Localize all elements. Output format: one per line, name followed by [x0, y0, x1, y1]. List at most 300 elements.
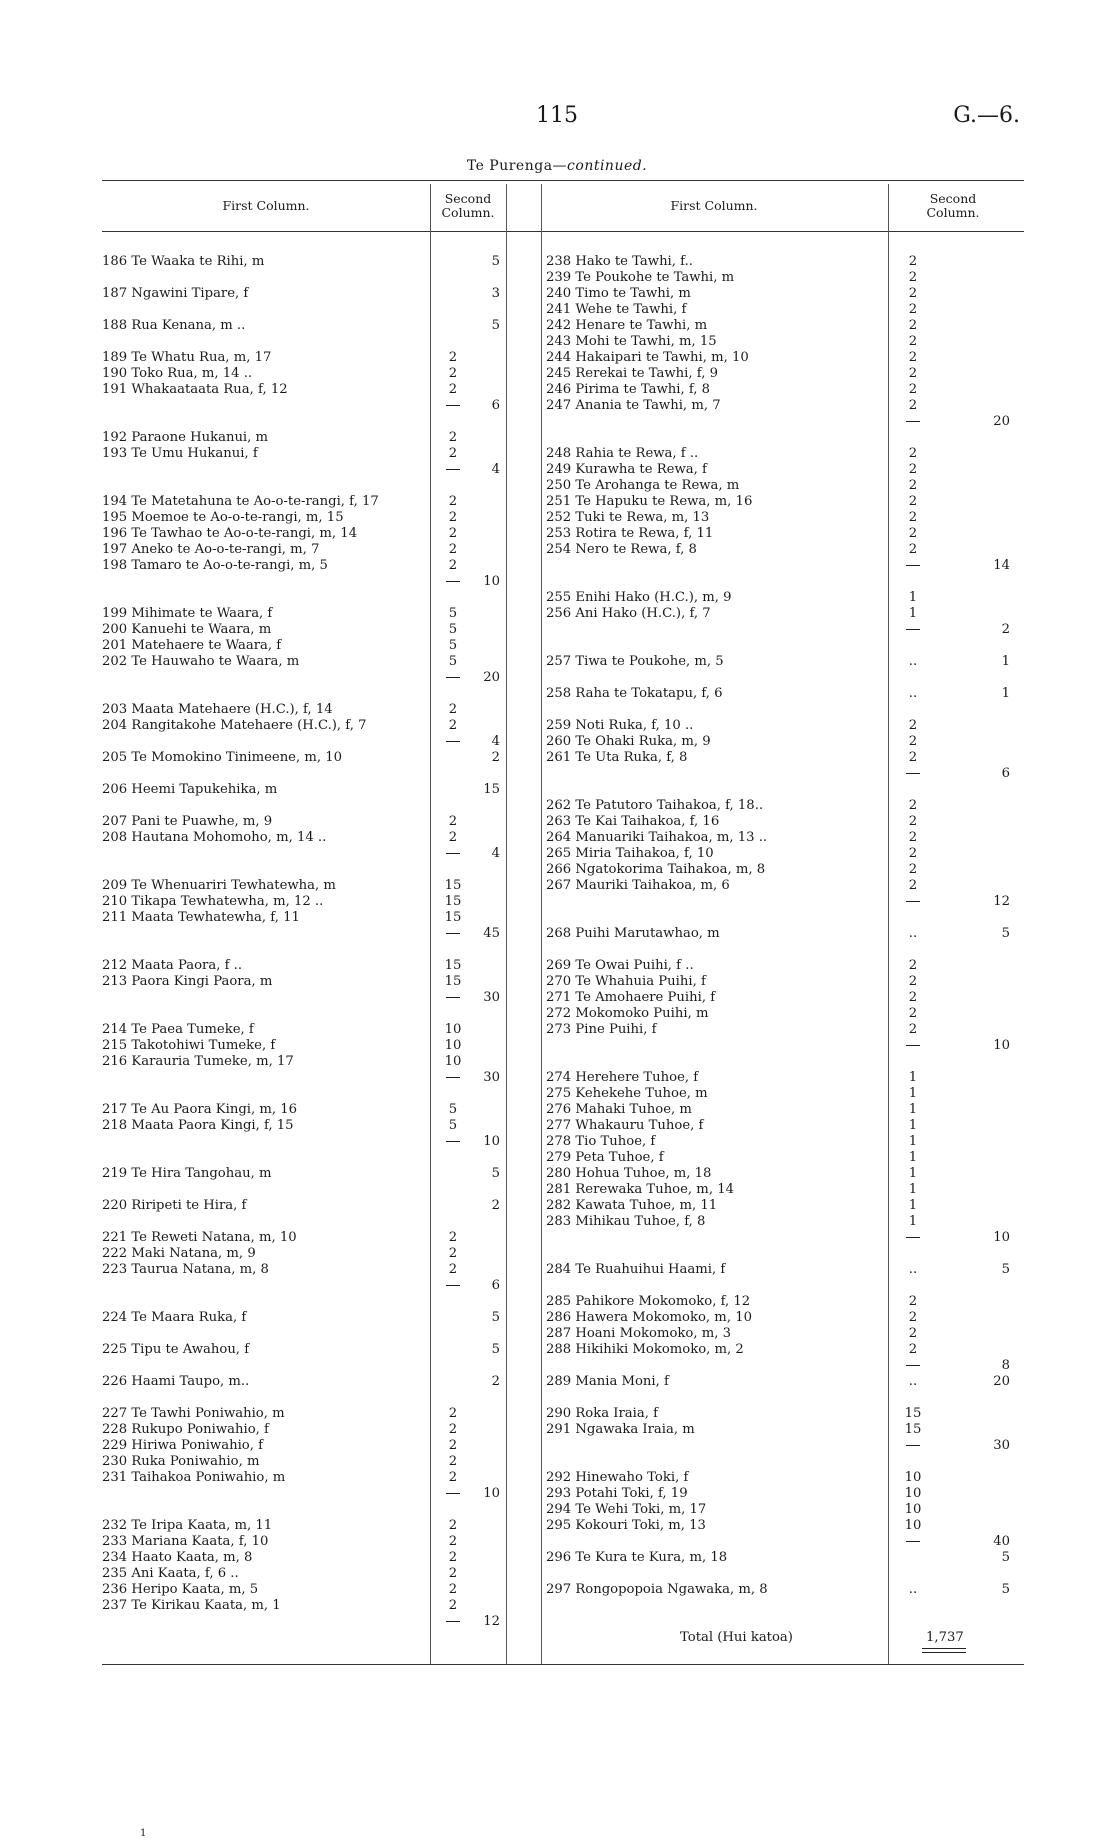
right-entry-name: 251 Te Hapuku te Rewa, m, 16 [546, 494, 753, 509]
right-entry-subtotal: 2 [908, 302, 918, 317]
right-entry-row [546, 1326, 1022, 1342]
left-entry-row [102, 254, 528, 270]
left-entry-name: 216 Karauria Tumeke, m, 17 [102, 1054, 294, 1069]
right-entry-subtotal: 2 [908, 318, 918, 333]
right-entry-row [546, 1006, 1022, 1022]
left-entry-row [102, 782, 528, 798]
left-entry-subtotal [438, 926, 468, 942]
left-entry-name: 235 Ani Kaata, f, 6 .. [102, 1566, 239, 1581]
right-entry-subtotal: 2 [908, 1006, 918, 1021]
right-entry-row [546, 1294, 1022, 1310]
left-entry-name: 212 Maata Paora, f .. [102, 958, 243, 973]
right-entry-row [546, 1166, 1022, 1182]
right-entry-row [546, 462, 1022, 478]
left-entry-row [102, 510, 528, 526]
right-entry-row [546, 1374, 1022, 1390]
left-entry-subtotal: 2 [448, 1246, 458, 1261]
left-entry-name: 210 Tikapa Tewhatewha, m, 12 .. [102, 894, 324, 909]
right-entry-name: 282 Kawata Tuhoe, m, 11 [546, 1198, 718, 1213]
right-entry-subtotal [898, 1230, 928, 1246]
right-entry-subtotal: 2 [908, 846, 918, 861]
subtotal-rule [446, 677, 460, 678]
left-entry-subtotal [438, 1278, 468, 1294]
left-entry-subtotal: 2 [448, 542, 458, 557]
left-entry-name: 231 Taihakoa Poniwahio, m [102, 1470, 286, 1485]
table-heading [0, 158, 1114, 174]
right-entry-subtotal: 2 [908, 350, 918, 365]
right-entry-row [546, 1262, 1022, 1278]
right-entry-row [546, 958, 1022, 974]
left-entry-subtotal [438, 398, 468, 414]
right-entry-name: 285 Pahikore Mokomoko, f, 12 [546, 1294, 751, 1309]
subtotal-rule [446, 741, 460, 742]
left-entry-row [102, 910, 528, 926]
right-entry-row [546, 926, 1022, 942]
subtotal-rule [906, 1237, 920, 1238]
left-entry-row [102, 606, 528, 622]
left-entry-row [102, 846, 528, 862]
right-entry-total: 1 [1001, 654, 1010, 669]
right-second-column-header-line1: Second [929, 191, 977, 206]
right-entry-name: 274 Herehere Tuhoe, f [546, 1070, 699, 1085]
left-entry-row [102, 1406, 528, 1422]
left-entry-row [102, 1022, 528, 1038]
right-entry-total: 5 [1001, 926, 1010, 941]
left-entry-row [102, 734, 528, 750]
left-entry-name: 203 Maata Matehaere (H.C.), f, 14 [102, 702, 333, 717]
right-entry-name: 256 Ani Hako (H.C.), f, 7 [546, 606, 711, 621]
left-entry-row [102, 1454, 528, 1470]
right-entry-row [546, 1214, 1022, 1230]
right-entry-row [546, 1070, 1022, 1086]
left-entry-row [102, 1134, 528, 1150]
left-entry-total: 45 [483, 926, 500, 941]
left-entry-name: 195 Moemoe te Ao-o-te-rangi, m, 15 [102, 510, 344, 525]
right-entry-subtotal: .. [908, 686, 918, 701]
right-entry-subtotal [898, 414, 928, 430]
right-entry-total: 2 [1001, 622, 1010, 637]
right-entry-row [546, 622, 1022, 638]
right-second-column-header [888, 192, 1018, 220]
right-entry-name: 276 Mahaki Tuhoe, m [546, 1102, 692, 1117]
right-entry-total: 5 [1001, 1262, 1010, 1277]
right-entry-row [546, 1550, 1022, 1566]
right-entry-subtotal [898, 766, 928, 782]
right-entry-subtotal: 10 [904, 1470, 922, 1485]
right-entry-row [546, 446, 1022, 462]
right-entry-subtotal: 2 [908, 494, 918, 509]
left-entry-subtotal: 2 [448, 1582, 458, 1597]
left-entry-row [102, 1198, 528, 1214]
right-entry-name: 245 Rerekai te Tawhi, f, 9 [546, 366, 718, 381]
left-entry-row [102, 718, 528, 734]
left-entry-total: 2 [491, 1374, 500, 1389]
left-entry-total: 5 [491, 254, 500, 269]
left-entry-row [102, 558, 528, 574]
right-entry-name: 261 Te Uta Ruka, f, 8 [546, 750, 688, 765]
right-entry-name: 252 Tuki te Rewa, m, 13 [546, 510, 710, 525]
right-entry-total: 14 [993, 558, 1010, 573]
subtotal-rule [906, 901, 920, 902]
right-entry-name: 258 Raha te Tokatapu, f, 6 [546, 686, 723, 701]
right-entry-subtotal: 2 [908, 446, 918, 461]
subtotal-rule [446, 1285, 460, 1286]
left-entry-name: 225 Tipu te Awahou, f [102, 1342, 250, 1357]
right-entry-row [546, 1470, 1022, 1486]
right-entry-subtotal: 2 [908, 1310, 918, 1325]
right-entry-total: 40 [993, 1534, 1010, 1549]
right-entry-row [546, 254, 1022, 270]
right-entry-name: 263 Te Kai Taihakoa, f, 16 [546, 814, 720, 829]
right-entry-row [546, 1534, 1022, 1550]
subtotal-rule [446, 933, 460, 934]
right-entry-name: 271 Te Amohaere Puihi, f [546, 990, 716, 1005]
right-entry-total: 20 [993, 414, 1010, 429]
left-entry-subtotal [438, 1070, 468, 1086]
left-entry-row [102, 1246, 528, 1262]
left-entry-name: 206 Heemi Tapukehika, m [102, 782, 278, 797]
right-entry-name: 272 Mokomoko Puihi, m [546, 1006, 709, 1021]
left-entry-row [102, 1038, 528, 1054]
right-entry-subtotal: 2 [908, 830, 918, 845]
left-entry-row [102, 750, 528, 766]
left-entry-name: 198 Tamaro te Ao-o-te-rangi, m, 5 [102, 558, 328, 573]
right-entry-name: 281 Rerewaka Tuhoe, m, 14 [546, 1182, 734, 1197]
right-entry-subtotal: 1 [908, 1134, 918, 1149]
right-entry-name: 242 Henare te Tawhi, m [546, 318, 708, 333]
right-entry-subtotal: 2 [908, 286, 918, 301]
left-entry-name: 236 Heripo Kaata, m, 5 [102, 1582, 259, 1597]
right-entry-row [546, 478, 1022, 494]
right-entry-subtotal: 15 [904, 1406, 922, 1421]
right-entry-total: 1 [1001, 686, 1010, 701]
right-entry-row [546, 1358, 1022, 1374]
left-entry-name: 227 Te Tawhi Poniwahio, m [102, 1406, 285, 1421]
left-entry-row [102, 958, 528, 974]
left-entry-name: 200 Kanuehi te Waara, m [102, 622, 272, 637]
left-entry-row [102, 1534, 528, 1550]
left-entry-subtotal [438, 670, 468, 686]
left-entry-total: 4 [491, 846, 500, 861]
left-entry-name: 229 Hiriwa Poniwahio, f [102, 1438, 263, 1453]
right-first-column-divider [541, 184, 542, 1664]
left-entry-row [102, 1102, 528, 1118]
left-entry-row [102, 878, 528, 894]
left-entry-total: 6 [491, 1278, 500, 1293]
right-entry-subtotal: 2 [908, 478, 918, 493]
right-entry-subtotal: .. [908, 1262, 918, 1277]
left-entry-total: 30 [483, 1070, 500, 1085]
left-entry-total: 15 [483, 782, 500, 797]
left-entry-total: 2 [491, 1198, 500, 1213]
left-entry-row [102, 1262, 528, 1278]
right-entry-name: 265 Miria Taihakoa, f, 10 [546, 846, 714, 861]
right-entry-name: 294 Te Wehi Toki, m, 17 [546, 1502, 707, 1517]
right-entry-total: 20 [993, 1374, 1010, 1389]
right-entry-row [546, 830, 1022, 846]
right-entry-row [546, 750, 1022, 766]
left-entry-name: 204 Rangitakohe Matehaere (H.C.), f, 7 [102, 718, 367, 733]
right-entry-name: 293 Potahi Toki, f, 19 [546, 1486, 688, 1501]
right-entry-name: 280 Hohua Tuhoe, m, 18 [546, 1166, 712, 1181]
right-entry-name: 286 Hawera Mokomoko, m, 10 [546, 1310, 752, 1325]
left-entry-name: 214 Te Paea Tumeke, f [102, 1022, 254, 1037]
right-entry-subtotal: 1 [908, 1102, 918, 1117]
right-entry-subtotal: 1 [908, 1214, 918, 1229]
right-entry-subtotal: 1 [908, 1118, 918, 1133]
left-entry-row [102, 926, 528, 942]
right-entry-name: 273 Pine Puihi, f [546, 1022, 657, 1037]
document-reference: G.—6. [953, 103, 1020, 128]
right-entry-row [546, 1310, 1022, 1326]
right-entry-row [546, 302, 1022, 318]
right-entry-subtotal: 2 [908, 542, 918, 557]
right-entry-row [546, 1518, 1022, 1534]
left-entry-row [102, 1598, 528, 1614]
left-entry-name: 220 Riripeti te Hira, f [102, 1198, 247, 1213]
right-entry-name: 269 Te Owai Puihi, f .. [546, 958, 694, 973]
left-entry-subtotal: 10 [444, 1022, 462, 1037]
left-entry-subtotal: 10 [444, 1054, 462, 1069]
subtotal-rule [446, 469, 460, 470]
left-entry-subtotal: 15 [444, 894, 462, 909]
right-entry-subtotal: 2 [908, 974, 918, 989]
right-entry-row [546, 382, 1022, 398]
subtotal-rule [906, 1045, 920, 1046]
right-entry-subtotal: .. [908, 926, 918, 941]
right-entry-row [546, 878, 1022, 894]
left-entry-name: 219 Te Hira Tangohau, m [102, 1166, 272, 1181]
subtotal-rule [446, 405, 460, 406]
left-entry-row [102, 462, 528, 478]
left-entry-row [102, 990, 528, 1006]
right-entry-name: 270 Te Whahuia Puihi, f [546, 974, 706, 989]
right-entry-subtotal [898, 1438, 928, 1454]
right-entry-total: 8 [1001, 1358, 1010, 1373]
left-entry-row [102, 830, 528, 846]
right-entry-name: 246 Pirima te Tawhi, f, 8 [546, 382, 711, 397]
left-entry-row [102, 1310, 528, 1326]
right-entry-row [546, 1038, 1022, 1054]
left-entry-total: 5 [491, 1166, 500, 1181]
right-entry-subtotal: 2 [908, 862, 918, 877]
right-entry-row [546, 1150, 1022, 1166]
left-entry-name: 209 Te Whenuariri Tewhatewha, m [102, 878, 336, 893]
left-entry-subtotal [438, 1134, 468, 1150]
right-entry-name: 248 Rahia te Rewa, f .. [546, 446, 699, 461]
right-entry-name: 250 Te Arohanga te Rewa, m [546, 478, 740, 493]
right-entry-name: 266 Ngatokorima Taihakoa, m, 8 [546, 862, 766, 877]
left-entry-subtotal: 15 [444, 974, 462, 989]
right-entry-subtotal: .. [908, 654, 918, 669]
subtotal-rule [906, 421, 920, 422]
right-entry-row [546, 1230, 1022, 1246]
left-entry-subtotal: 2 [448, 382, 458, 397]
left-first-column-header: First Column. [222, 198, 310, 213]
right-entry-row [546, 1438, 1022, 1454]
right-entry-name: 238 Hako te Tawhi, f.. [546, 254, 693, 269]
left-entry-name: 237 Te Kirikau Kaata, m, 1 [102, 1598, 281, 1613]
right-entry-row [546, 654, 1022, 670]
right-entry-name: 264 Manuariki Taihakoa, m, 13 .. [546, 830, 768, 845]
right-entry-subtotal [898, 1534, 928, 1550]
left-entry-name: 222 Maki Natana, m, 9 [102, 1246, 256, 1261]
right-entry-subtotal: 1 [908, 1198, 918, 1213]
right-entry-row [546, 606, 1022, 622]
total-label: Total (Hui katoa) [680, 1630, 793, 1645]
total-double-rule [922, 1648, 966, 1653]
left-entry-subtotal: 2 [448, 718, 458, 733]
left-entry-row [102, 638, 528, 654]
left-entry-row [102, 1118, 528, 1134]
left-entry-row [102, 1470, 528, 1486]
left-second-column-header-line1: Second [444, 191, 492, 206]
left-entry-subtotal: 2 [448, 1534, 458, 1549]
left-entry-total: 4 [491, 734, 500, 749]
left-entry-name: 193 Te Umu Hukanui, f [102, 446, 258, 461]
right-entry-row [546, 862, 1022, 878]
right-entry-total: 6 [1001, 766, 1010, 781]
right-entry-row [546, 1198, 1022, 1214]
right-entry-name: 292 Hinewaho Toki, f [546, 1470, 689, 1485]
right-entry-row [546, 270, 1022, 286]
right-entry-name: 259 Noti Ruka, f, 10 .. [546, 718, 694, 733]
left-entry-subtotal: 2 [448, 446, 458, 461]
left-entry-subtotal: 2 [448, 1598, 458, 1613]
right-entry-row [546, 734, 1022, 750]
left-entry-row [102, 350, 528, 366]
right-entry-row [546, 686, 1022, 702]
right-entry-subtotal [898, 894, 928, 910]
right-entry-subtotal [898, 1358, 928, 1374]
right-entry-subtotal: 2 [908, 798, 918, 813]
left-entry-row [102, 366, 528, 382]
right-entry-row [546, 494, 1022, 510]
left-entry-row [102, 1374, 528, 1390]
right-entry-subtotal: 10 [904, 1518, 922, 1533]
subtotal-rule [446, 581, 460, 582]
left-entry-total: 2 [491, 750, 500, 765]
right-entry-name: 278 Tio Tuhoe, f [546, 1134, 656, 1149]
left-entry-subtotal: 2 [448, 510, 458, 525]
subtotal-rule [446, 1621, 460, 1622]
right-entry-row [546, 1086, 1022, 1102]
left-entry-row [102, 654, 528, 670]
left-entry-row [102, 446, 528, 462]
right-entry-subtotal: 2 [908, 382, 918, 397]
right-entry-name: 284 Te Ruahuihui Haami, f [546, 1262, 726, 1277]
left-entry-subtotal: 5 [448, 1102, 458, 1117]
left-entry-subtotal [438, 574, 468, 590]
left-entry-subtotal: 2 [448, 1454, 458, 1469]
left-entry-subtotal: 2 [448, 1230, 458, 1245]
right-entry-row [546, 366, 1022, 382]
subtotal-rule [906, 1541, 920, 1542]
left-entry-subtotal: 2 [448, 1262, 458, 1277]
left-entry-name: 208 Hautana Mohomoho, m, 14 .. [102, 830, 327, 845]
right-entry-name: 240 Timo te Tawhi, m [546, 286, 691, 301]
left-entry-subtotal: 10 [444, 1038, 462, 1053]
right-entry-subtotal: 2 [908, 1326, 918, 1341]
left-entry-row [102, 1070, 528, 1086]
left-entry-subtotal: 2 [448, 350, 458, 365]
right-entry-name: 290 Roka Iraia, f [546, 1406, 658, 1421]
left-entry-name: 190 Toko Rua, m, 14 .. [102, 366, 253, 381]
right-entry-name: 289 Mania Moni, f [546, 1374, 669, 1389]
right-entry-row [546, 526, 1022, 542]
subtotal-rule [446, 853, 460, 854]
left-entry-subtotal: 2 [448, 494, 458, 509]
right-entry-subtotal: 1 [908, 1166, 918, 1181]
left-entry-name: 221 Te Reweti Natana, m, 10 [102, 1230, 297, 1245]
right-entry-name: 239 Te Poukohe te Tawhi, m [546, 270, 735, 285]
right-entry-subtotal: .. [908, 1582, 918, 1597]
left-entry-subtotal: 15 [444, 878, 462, 893]
right-entry-total: 5 [1001, 1550, 1010, 1565]
right-entry-subtotal: 2 [908, 1294, 918, 1309]
right-entry-row [546, 1342, 1022, 1358]
left-entry-total: 5 [491, 1342, 500, 1357]
right-entry-row [546, 286, 1022, 302]
right-entry-row [546, 1102, 1022, 1118]
left-entry-name: 191 Whakaataata Rua, f, 12 [102, 382, 288, 397]
right-entry-row [546, 718, 1022, 734]
right-entry-name: 253 Rotira te Rewa, f, 11 [546, 526, 714, 541]
header-rule-top [102, 180, 1024, 181]
left-entry-name: 197 Aneko te Ao-o-te-rangi, m, 7 [102, 542, 320, 557]
right-entry-row [546, 398, 1022, 414]
left-entry-row [102, 1518, 528, 1534]
left-entry-row [102, 318, 528, 334]
right-entry-row [546, 990, 1022, 1006]
left-entry-total: 6 [491, 398, 500, 413]
left-entry-name: 202 Te Hauwaho te Waara, m [102, 654, 300, 669]
left-entry-name: 207 Pani te Puawhe, m, 9 [102, 814, 273, 829]
left-entry-row [102, 1438, 528, 1454]
right-entry-row [546, 350, 1022, 366]
subtotal-rule [446, 1077, 460, 1078]
left-entry-row [102, 542, 528, 558]
left-second-column-header-line2: Column. [441, 205, 495, 220]
left-entry-subtotal: 5 [448, 1118, 458, 1133]
left-entry-total: 12 [483, 1614, 500, 1629]
left-entry-subtotal: 2 [448, 814, 458, 829]
left-entry-name: 228 Rukupo Poniwahio, f [102, 1422, 269, 1437]
left-entry-subtotal: 2 [448, 1518, 458, 1533]
left-entry-total: 3 [491, 286, 500, 301]
right-entry-name: 255 Enihi Hako (H.C.), m, 9 [546, 590, 732, 605]
subtotal-rule [906, 773, 920, 774]
left-entry-subtotal: 5 [448, 606, 458, 621]
right-entry-row [546, 1118, 1022, 1134]
right-second-column-header-line2: Column. [926, 205, 980, 220]
right-entry-name: 257 Tiwa te Poukohe, m, 5 [546, 654, 724, 669]
subtotal-rule [446, 997, 460, 998]
left-entry-subtotal: 2 [448, 1422, 458, 1437]
right-entry-subtotal: 1 [908, 590, 918, 605]
left-entry-total: 5 [491, 1310, 500, 1325]
left-entry-name: 199 Mihimate te Waara, f [102, 606, 273, 621]
left-entry-name: 186 Te Waaka te Rihi, m [102, 254, 265, 269]
right-entry-subtotal: 1 [908, 606, 918, 621]
left-entry-row [102, 1550, 528, 1566]
left-entry-subtotal: 15 [444, 910, 462, 925]
left-entry-name: 224 Te Maara Ruka, f [102, 1310, 247, 1325]
right-entry-subtotal: 2 [908, 366, 918, 381]
left-entry-subtotal: 5 [448, 638, 458, 653]
right-entry-name: 288 Hikihiki Mokomoko, m, 2 [546, 1342, 744, 1357]
left-entry-row [102, 1566, 528, 1582]
